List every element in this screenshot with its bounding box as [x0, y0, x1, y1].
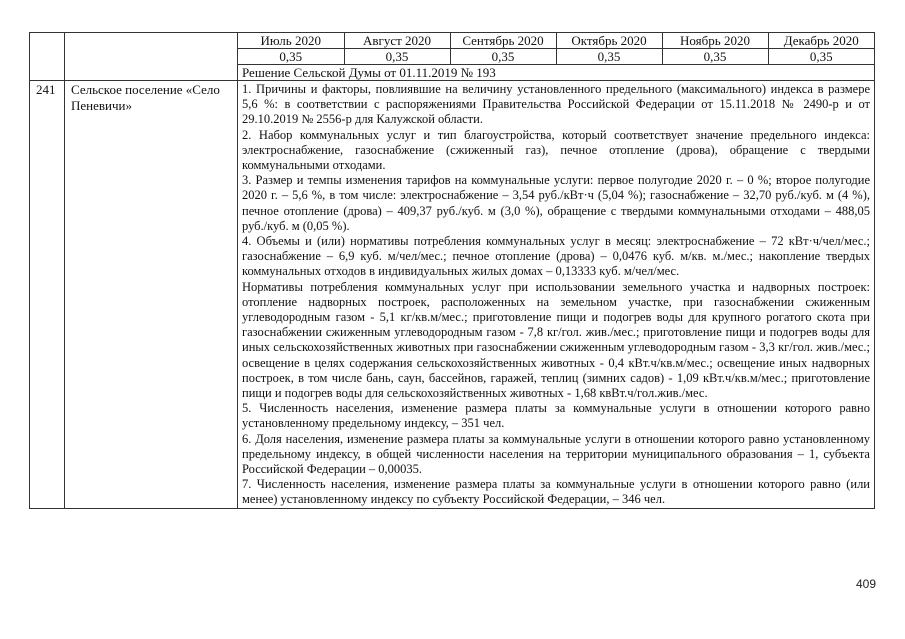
paragraph-norms: Нормативы потребления коммунальных услуг при использовании земельного участка и надворных построек: отопление надворных построек, расположенных на земельном участке, при газоснабжении сжиженным углеводородным газом - 5,1 кг/кв.м/мес.; приготовление пищи и подогрев воды для крупного рогатого скота при газоснабжении сжиженным углеводородным газом - 7,8 кг/гол. жив./мес.; приготовление пищи и подогрев воды для иных сельскохозяйственных животных при газоснабжении сжиженным углеводородным газом - 3,3 кг/гол. жив./мес.; освещение в целях содержания сельскохозяйственных животных - 0,4 кВт.ч/кв.м/мес.; освещение иных надворных построек, в том числе бань, саун, бассейнов, гаражей, теплиц (зимних садов) - 1,09 кВт.ч/кв.м/мес.; приготовление пищи и подогрев воды для сельскохозяйственных животных - 1,68 квВт.ч/гол.жив./мес.	[242, 279, 870, 401]
month-header: Октябрь 2020	[556, 33, 662, 49]
paragraph-share: 6. Доля населения, изменение размера платы за коммунальные услуги в отношении которого равно установленному предельному индексу, в общей численности населения на территории муниципального образования – 1, субъекта Российской Федерации – 0,00035.	[242, 431, 870, 477]
month-header: Июль 2020	[238, 33, 344, 49]
month-value: 0,35	[238, 49, 344, 65]
row-description	[238, 81, 875, 509]
month-value: 0,35	[768, 49, 874, 65]
page-number: 409	[856, 577, 877, 591]
month-header: Август 2020	[344, 33, 450, 49]
month-value: 0,35	[450, 49, 556, 65]
month-value: 0,35	[662, 49, 768, 65]
paragraph-tariffs: 3. Размер и темпы изменения тарифов на коммунальные услуги: первое полугодие 2020 г. – 0 %; второе полугодие 2020 г. – 5,6 %, в том числе: электроснабжение – 3,54 руб./кВт·ч (5,04 %); газоснабжение – 32,70 руб./куб. м (4 %), печное отопление (дрова) – 409,37 руб./куб. м (3,0 %), обращение с твердыми коммунальными отходами – 488,05 руб./куб. м (0,05 %).	[242, 173, 870, 233]
cell-settlement-empty	[65, 33, 238, 81]
decision-text: Решение Сельской Думы от 01.11.2019 № 193	[242, 65, 496, 80]
months-table	[238, 33, 874, 65]
month-header: Сентябрь 2020	[450, 33, 556, 49]
month-header: Декабрь 2020	[768, 33, 874, 49]
table-row-241	[30, 81, 875, 509]
paragraph-volumes: 4. Объемы и (или) нормативы потребления коммунальных услуг в месяц: электроснабжение – 72 кВт·ч/чел/мес.; газоснабжение – 6,9 куб. м/чел/мес.; печное отопление (дрова) – 0,0476 куб. м/кв. м./мес.; накопление твердых коммунальных отходов в индивидуальных жилых домах – 0,13333 куб. м/чел/мес.	[242, 234, 870, 279]
month-value: 0,35	[344, 49, 450, 65]
paragraph-population: 5. Численность населения, изменение размера платы за коммунальные услуги в отношении которого равно установленному предельному индексу, – 351 чел.	[242, 401, 870, 431]
cell-months	[238, 33, 875, 81]
paragraph-population-below: 7. Численность населения, изменение размера платы за коммунальные услуги в отношении которого равно (или менее) установленному индексу по субъекту Российской Федерации, – 346 чел.	[242, 477, 870, 507]
months-header-row	[238, 33, 874, 49]
tariff-table	[29, 32, 875, 509]
cell-number-empty	[30, 33, 65, 81]
table-row-previous	[30, 33, 875, 81]
month-header: Ноябрь 2020	[662, 33, 768, 49]
months-value-row	[238, 49, 874, 65]
month-value: 0,35	[556, 49, 662, 65]
settlement-name: Сельское поселение «Село Пеневичи»	[65, 81, 238, 509]
paragraph-causes: 1. Причины и факторы, повлиявшие на величину установленного предельного (максимального) индекса в размере 5,6 %: в соответствии с распоряжениями Правительства Российской Федерации от 15.11.2018 № 2490-р и от 29.10.2019 № 2556-р для Калужской области.	[242, 82, 870, 127]
row-number: 241	[30, 81, 65, 509]
paragraph-services: 2. Набор коммунальных услуг и тип благоустройства, который соответствует значение предельного индекса: электроснабжение, газоснабжение (сжиженный газ), печное отопление (дрова), обращение с твердыми коммунальными отходами.	[242, 127, 870, 173]
